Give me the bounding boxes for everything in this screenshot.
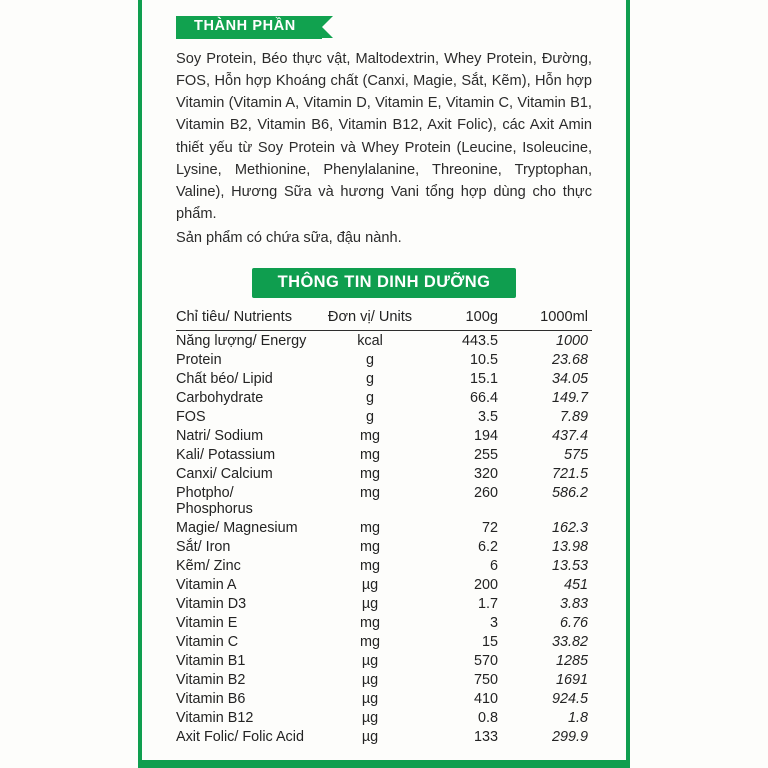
nutrient-per-100g: 570 bbox=[473, 652, 498, 669]
nutrient-unit: mg bbox=[360, 446, 380, 463]
nutrient-per-100g: 6 bbox=[489, 557, 498, 574]
allergen-note: Sản phẩm có chứa sữa, đậu nành. bbox=[176, 230, 402, 247]
nutrient-unit: mg bbox=[360, 427, 380, 444]
table-row bbox=[176, 594, 592, 613]
nutrient-name: Vitamin E bbox=[176, 614, 238, 631]
nutrient-per-100g: 15.1 bbox=[469, 370, 498, 387]
table-header-row bbox=[176, 308, 592, 331]
nutrient-unit: mg bbox=[360, 484, 380, 501]
nutrient-unit: µg bbox=[361, 576, 379, 593]
table-row bbox=[176, 575, 592, 594]
nutrient-unit: µg bbox=[361, 690, 379, 707]
nutrient-name: Magie/ Magnesium bbox=[176, 519, 298, 536]
nutrient-unit: µg bbox=[361, 595, 379, 612]
nutrient-name: Vitamin D3 bbox=[176, 595, 247, 612]
nutrient-per-1000ml: 575 bbox=[563, 446, 588, 463]
nutrient-per-100g: 6.2 bbox=[477, 538, 498, 555]
nutrition-table bbox=[176, 308, 592, 746]
nutrient-name: Chất béo/ Lipid bbox=[176, 370, 273, 387]
nutrition-banner-label: THÔNG TIN DINH DƯỠNG bbox=[252, 268, 517, 298]
nutrient-per-1000ml: 6.76 bbox=[559, 614, 588, 631]
table-row bbox=[176, 426, 592, 445]
nutrient-name: Vitamin B2 bbox=[176, 671, 246, 688]
nutrient-unit: g bbox=[365, 389, 374, 406]
nutrient-per-100g: 72 bbox=[481, 519, 498, 536]
nutrient-unit: mg bbox=[360, 519, 380, 536]
nutrient-per-100g: 3.5 bbox=[477, 408, 498, 425]
nutrient-per-1000ml: 7.89 bbox=[559, 408, 588, 425]
nutrient-unit: µg bbox=[361, 709, 379, 726]
banner-arrow-icon bbox=[322, 16, 333, 38]
nutrient-name: Protein bbox=[176, 351, 222, 368]
nutrient-name: Vitamin B6 bbox=[176, 690, 246, 707]
nutrient-per-1000ml: 149.7 bbox=[551, 389, 588, 406]
table-row bbox=[176, 407, 592, 426]
nutrition-table-head bbox=[176, 308, 592, 331]
table-row bbox=[176, 518, 592, 537]
nutrient-name: Vitamin B1 bbox=[176, 652, 246, 669]
table-row bbox=[176, 708, 592, 727]
column-header-nutrients: Chỉ tiêu/ Nutrients bbox=[176, 309, 292, 326]
nutrient-unit: mg bbox=[360, 538, 380, 555]
column-header-1000ml: 1000ml bbox=[540, 309, 588, 326]
nutrient-name: Vitamin A bbox=[176, 576, 237, 593]
nutrient-name: Vitamin B12 bbox=[176, 709, 254, 726]
nutrient-per-1000ml: 13.53 bbox=[551, 557, 588, 574]
nutrient-unit: mg bbox=[360, 557, 380, 574]
table-row bbox=[176, 651, 592, 670]
table-row bbox=[176, 483, 592, 518]
table-row bbox=[176, 613, 592, 632]
nutrient-per-1000ml: 34.05 bbox=[551, 370, 588, 387]
nutrient-name: Carbohydrate bbox=[176, 389, 264, 406]
nutrient-per-1000ml: 23.68 bbox=[551, 351, 588, 368]
table-row bbox=[176, 350, 592, 369]
nutrition-banner-wrap bbox=[142, 268, 626, 298]
nutrient-per-1000ml: 299.9 bbox=[551, 728, 588, 745]
nutrition-table-body bbox=[176, 331, 592, 747]
nutrient-unit: mg bbox=[360, 614, 380, 631]
nutrient-per-1000ml: 451 bbox=[563, 576, 588, 593]
nutrient-name: FOS bbox=[176, 408, 206, 425]
nutrient-per-1000ml: 721.5 bbox=[551, 465, 588, 482]
table-row bbox=[176, 689, 592, 708]
ingredients-banner-label: THÀNH PHẦN bbox=[176, 16, 322, 39]
nutrient-per-1000ml: 3.83 bbox=[559, 595, 588, 612]
nutrient-name: Axit Folic/ Folic Acid bbox=[176, 728, 304, 745]
nutrient-per-1000ml: 1285 bbox=[555, 652, 588, 669]
nutrient-per-1000ml: 1.8 bbox=[567, 709, 588, 726]
table-row bbox=[176, 445, 592, 464]
nutrient-name: Photpho/ Phosphorus bbox=[176, 484, 253, 517]
nutrient-per-1000ml: 1000 bbox=[555, 332, 588, 349]
nutrient-unit: µg bbox=[361, 652, 379, 669]
nutrient-per-100g: 320 bbox=[473, 465, 498, 482]
nutrient-unit: g bbox=[365, 351, 374, 368]
nutrient-per-100g: 133 bbox=[473, 728, 498, 745]
nutrient-per-100g: 260 bbox=[473, 484, 498, 501]
nutrient-unit: mg bbox=[360, 465, 380, 482]
nutrient-per-100g: 10.5 bbox=[469, 351, 498, 368]
table-row bbox=[176, 464, 592, 483]
nutrient-per-1000ml: 586.2 bbox=[551, 484, 588, 501]
nutrient-name: Sắt/ Iron bbox=[176, 538, 231, 555]
nutrient-per-100g: 66.4 bbox=[469, 389, 498, 406]
label-content bbox=[142, 0, 626, 768]
table-row bbox=[176, 727, 592, 746]
table-row bbox=[176, 388, 592, 407]
nutrient-per-1000ml: 33.82 bbox=[551, 633, 588, 650]
nutrient-per-100g: 443.5 bbox=[461, 332, 498, 349]
table-row bbox=[176, 632, 592, 651]
table-row bbox=[176, 556, 592, 575]
nutrient-per-1000ml: 924.5 bbox=[551, 690, 588, 707]
column-header-100g: 100g bbox=[465, 309, 498, 326]
nutrient-per-1000ml: 1691 bbox=[555, 671, 588, 688]
nutrient-per-100g: 410 bbox=[473, 690, 498, 707]
nutrient-name: Kẽm/ Zinc bbox=[176, 557, 241, 574]
table-row bbox=[176, 670, 592, 689]
table-row bbox=[176, 537, 592, 556]
ingredients-text: Soy Protein, Béo thực vật, Maltodextrin, Whey Protein, Đường, FOS, Hỗn hợp Khoáng chất (Canxi, Magie, Sắt, Kẽm), Hỗn hợp Vitamin (Vitamin A, Vitamin D, Vitamin E, Vitamin C, Vitamin B1, Vitamin B2, Vitamin B6, Vitamin B12, Axit Folic), các Axit Amin thiết yếu từ Soy Protein và Whey Protein (Leucine, Isoleucine, Lysine, Methionine, Phenylalanine, Threonine, Tryptophan, Valine), Hương Sữa và hương Vani tổng hợp dùng cho thực phẩm. bbox=[176, 50, 592, 223]
nutrient-unit: kcal bbox=[357, 332, 383, 349]
nutrient-unit: µg bbox=[361, 671, 379, 688]
nutrient-unit: µg bbox=[361, 728, 379, 745]
nutrient-per-1000ml: 13.98 bbox=[551, 538, 588, 555]
table-row bbox=[176, 331, 592, 351]
nutrient-per-100g: 200 bbox=[473, 576, 498, 593]
nutrient-name: Kali/ Potassium bbox=[176, 446, 276, 463]
right-green-rail bbox=[626, 0, 630, 768]
nutrient-name: Năng lượng/ Energy bbox=[176, 332, 307, 349]
nutrient-per-100g: 1.7 bbox=[477, 595, 498, 612]
table-row bbox=[176, 369, 592, 388]
nutrient-name: Canxi/ Calcium bbox=[176, 465, 273, 482]
nutrient-unit: g bbox=[365, 370, 374, 387]
nutrient-per-100g: 194 bbox=[473, 427, 498, 444]
nutrient-name: Natri/ Sodium bbox=[176, 427, 264, 444]
nutrient-per-100g: 750 bbox=[473, 671, 498, 688]
nutrient-per-1000ml: 437.4 bbox=[551, 427, 588, 444]
nutrient-per-1000ml: 162.3 bbox=[551, 519, 588, 536]
nutrient-unit: g bbox=[365, 408, 374, 425]
nutrient-unit: mg bbox=[360, 633, 380, 650]
nutrient-per-100g: 255 bbox=[473, 446, 498, 463]
column-header-units: Đơn vị/ Units bbox=[327, 309, 413, 326]
nutrient-per-100g: 3 bbox=[489, 614, 498, 631]
nutrient-per-100g: 0.8 bbox=[477, 709, 498, 726]
nutrient-per-100g: 15 bbox=[481, 633, 498, 650]
nutrient-name: Vitamin C bbox=[176, 633, 239, 650]
ingredients-banner bbox=[176, 16, 322, 39]
